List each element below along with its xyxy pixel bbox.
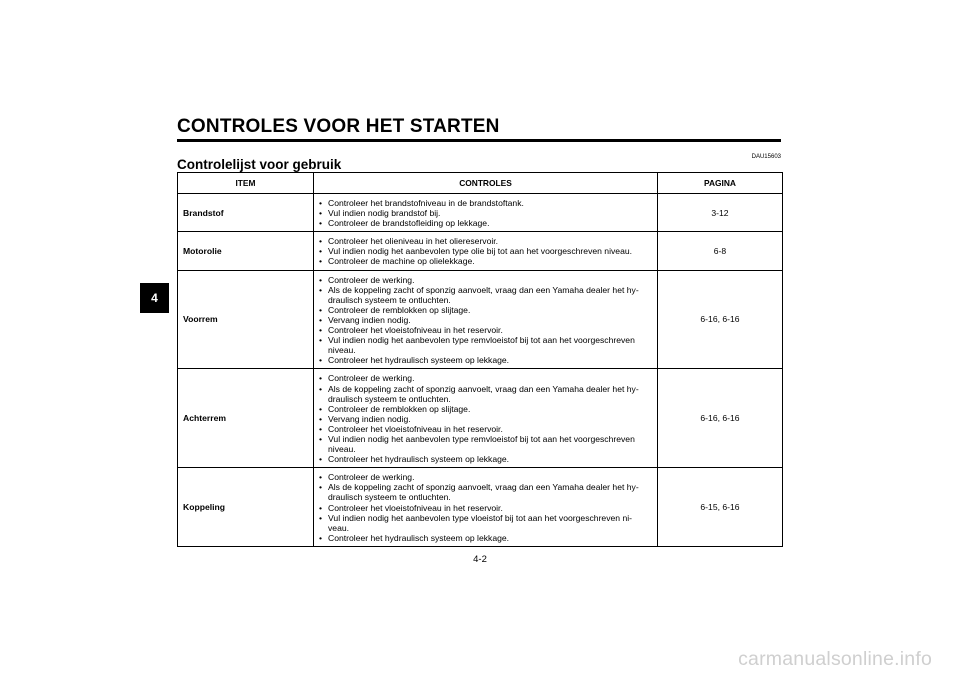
table-body [178,194,783,547]
check-item: • Vul indien nodig het aanbevolen type olie bij tot aan het voorgeschreven niveau. [319,246,653,256]
table-row [178,369,783,468]
header-page: PAGINA [658,173,783,194]
checks-cell [314,270,658,369]
header-checks: CONTROLES [314,173,658,194]
check-item: • Controleer de werking. [319,373,653,383]
check-item: • Controleer de werking. [319,275,653,285]
page-number: 4-2 [473,554,487,565]
checks-cell [314,194,658,232]
page-ref-cell: 6-16, 6-16 [658,270,783,369]
table-row [178,194,783,232]
check-item: • Controleer het hydraulisch systeem op lekkage. [319,454,653,464]
checks-cell [314,232,658,270]
table-row [178,468,783,547]
table-row [178,270,783,369]
check-item: • Als de koppeling zacht of sponzig aanvoelt, vraag dan een Yamaha dealer het hy-draulisch systeem te ontluchten. [319,285,653,305]
checklist-table [177,172,783,547]
check-item: • Controleer de remblokken op slijtage. [319,404,653,414]
check-item: • Controleer het vloeistofniveau in het reservoir. [319,503,653,513]
item-cell: Koppeling [178,468,314,547]
chapter-tab: 4 [140,283,169,313]
title-rule [177,139,781,142]
checks-cell [314,369,658,468]
check-item: • Controleer de brandstofleiding op lekkage. [319,218,653,228]
item-cell: Voorrem [178,270,314,369]
item-cell: Brandstof [178,194,314,232]
header-item: ITEM [178,173,314,194]
item-cell: Achterrem [178,369,314,468]
checks-list [319,236,653,266]
check-item: • Vul indien nodig het aanbevolen type vloeistof bij tot aan het voorgeschreven ni-veau. [319,513,653,533]
page-ref-cell: 6-15, 6-16 [658,468,783,547]
section-title: Controlelijst voor gebruik [177,157,342,172]
check-item: • Controleer het olieniveau in het oliereservoir. [319,236,653,246]
check-item: • Als de koppeling zacht of sponzig aanvoelt, vraag dan een Yamaha dealer het hy-draulisch systeem te ontluchten. [319,482,653,502]
check-item: • Vul indien nodig brandstof bij. [319,208,653,218]
checks-list [319,472,653,543]
page-ref-cell: 6-16, 6-16 [658,369,783,468]
check-item: • Als de koppeling zacht of sponzig aanvoelt, vraag dan een Yamaha dealer het hy-draulisch systeem te ontluchten. [319,384,653,404]
check-item: • Controleer het hydraulisch systeem op lekkage. [319,533,653,543]
watermark: carmanualsonline.info [738,648,932,670]
table-row [178,232,783,270]
check-item: • Vul indien nodig het aanbevolen type remvloeistof bij tot aan het voorgeschreven niveau. [319,335,653,355]
checks-cell [314,468,658,547]
item-cell: Motorolie [178,232,314,270]
check-item: • Vul indien nodig het aanbevolen type remvloeistof bij tot aan het voorgeschreven niveau. [319,434,653,454]
check-item: • Controleer het hydraulisch systeem op lekkage. [319,355,653,365]
check-item: • Controleer de werking. [319,472,653,482]
page-ref-cell: 3-12 [658,194,783,232]
check-item: • Controleer de remblokken op slijtage. [319,305,653,315]
checks-list [319,373,653,464]
check-item: • Vervang indien nodig. [319,414,653,424]
check-item: • Controleer de machine op olielekkage. [319,256,653,266]
check-item: • Vervang indien nodig. [319,315,653,325]
check-item: • Controleer het brandstofniveau in de brandstoftank. [319,198,653,208]
checks-list [319,275,653,366]
doc-code: DAU15603 [751,154,781,160]
check-item: • Controleer het vloeistofniveau in het reservoir. [319,325,653,335]
table-header-row [178,173,783,194]
check-item: • Controleer het vloeistofniveau in het reservoir. [319,424,653,434]
page-title: CONTROLES VOOR HET STARTEN [177,116,500,137]
page-ref-cell: 6-8 [658,232,783,270]
checks-list [319,198,653,228]
